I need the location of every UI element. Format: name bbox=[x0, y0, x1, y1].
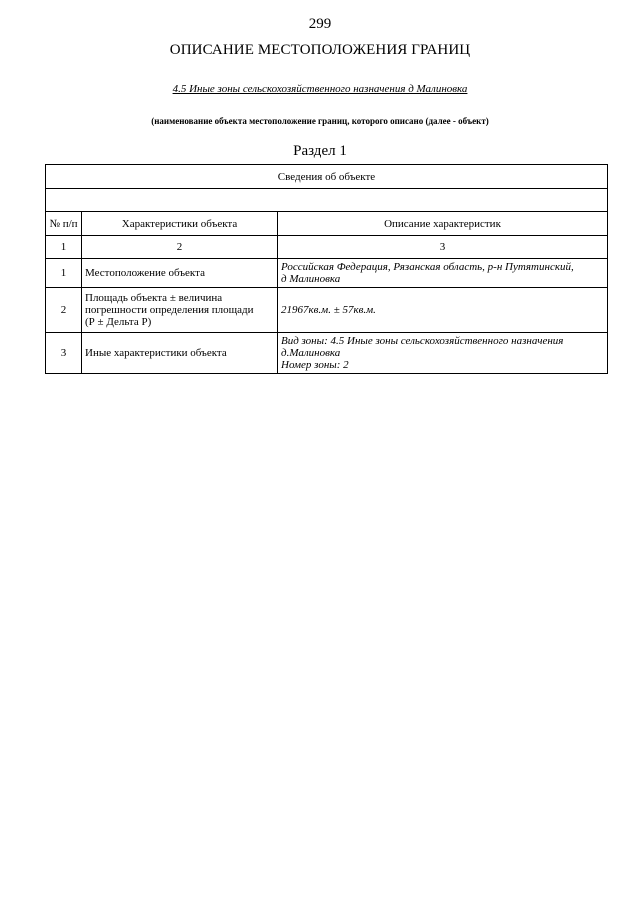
description-line: Вид зоны: 4.5 Иные зоны сельскохозяйственного назначения bbox=[281, 335, 564, 347]
row-num: 2 bbox=[46, 288, 82, 333]
row-description bbox=[278, 259, 608, 288]
empty-cell bbox=[46, 189, 608, 212]
row-num: 3 bbox=[46, 333, 82, 374]
table-row bbox=[46, 288, 608, 333]
table-header-row bbox=[46, 212, 608, 236]
section-title: Раздел 1 bbox=[293, 143, 347, 159]
table-row bbox=[46, 333, 608, 374]
object-info-table bbox=[45, 164, 608, 374]
description-line: Российская Федерация, Рязанская область, р-н Путятинский, bbox=[281, 261, 574, 273]
table-title: Сведения об объекте bbox=[46, 165, 608, 189]
description-line: д Малиновка bbox=[281, 273, 341, 285]
row-num: 1 bbox=[46, 259, 82, 288]
table-title-row bbox=[46, 165, 608, 189]
description-line: Номер зоны: 2 bbox=[281, 359, 349, 371]
table-empty-row bbox=[46, 189, 608, 212]
column-index-1: 1 bbox=[46, 236, 82, 259]
row-characteristic: Иные характеристики объекта bbox=[82, 333, 278, 374]
characteristic-line: (Р ± Дельта Р) bbox=[85, 316, 152, 328]
header-characteristic: Характеристики объекта bbox=[82, 212, 278, 236]
object-name-line bbox=[0, 83, 640, 95]
row-characteristic bbox=[82, 288, 278, 333]
header-num: № п/п bbox=[46, 212, 82, 236]
page-number: 299 bbox=[308, 16, 332, 32]
header-description: Описание характеристик bbox=[278, 212, 608, 236]
column-index-3: 3 bbox=[278, 236, 608, 259]
column-index-2: 2 bbox=[82, 236, 278, 259]
characteristic-line: погрешности определения площади bbox=[85, 304, 254, 316]
document-title: ОПИСАНИЕ МЕСТОПОЛОЖЕНИЯ ГРАНИЦ bbox=[169, 42, 471, 58]
table-row bbox=[46, 259, 608, 288]
object-name: 4.5 Иные зоны сельскохозяйственного назначения д Малиновка bbox=[172, 83, 468, 95]
characteristic-line: Площадь объекта ± величина bbox=[85, 292, 223, 304]
row-description: 21967кв.м. ± 57кв.м. bbox=[278, 288, 608, 333]
row-characteristic: Местоположение объекта bbox=[82, 259, 278, 288]
description-line: д.Малиновка bbox=[281, 347, 341, 359]
row-description bbox=[278, 333, 608, 374]
object-caption: (наименование объекта местоположение границ, которого описано (далее - объект) bbox=[151, 116, 489, 126]
column-index-row bbox=[46, 236, 608, 259]
